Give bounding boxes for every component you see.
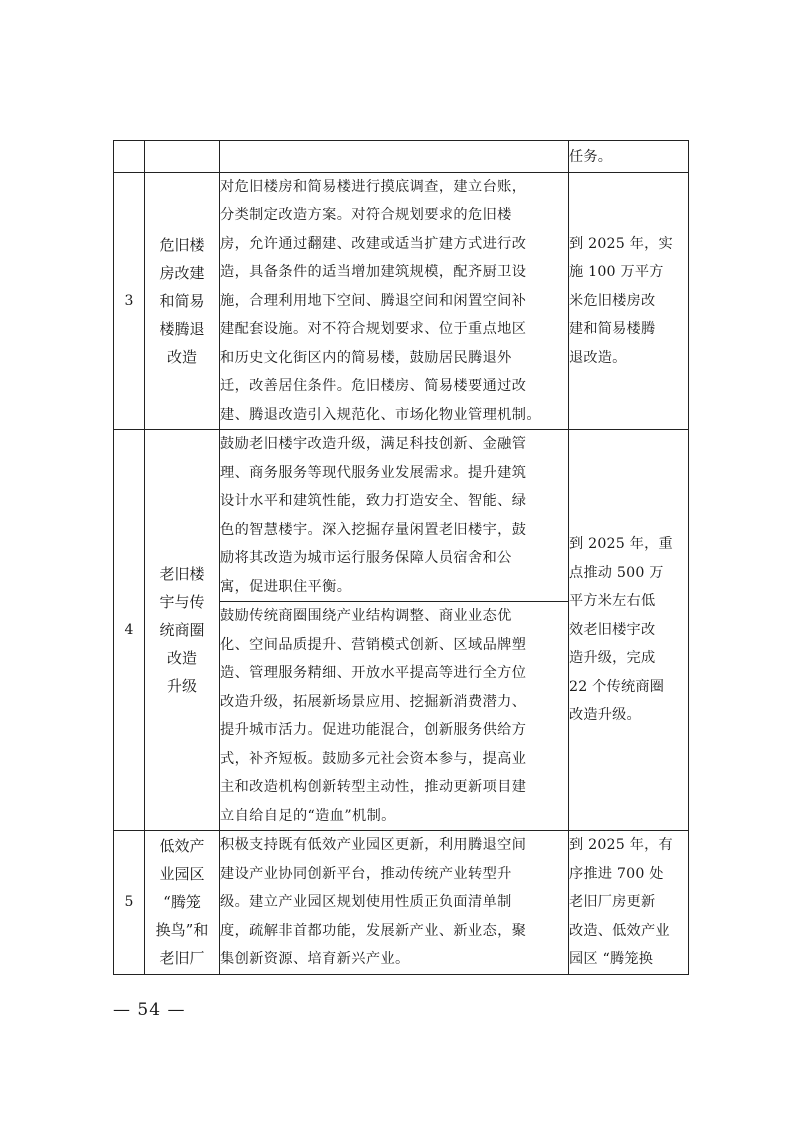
target-line: 22 个传统商圈	[569, 678, 665, 695]
target-line: 施 100 万平方	[569, 264, 664, 280]
content-line: 建、腾退改造引入规范化、市场化物业管理机制。	[220, 406, 541, 423]
table-row	[114, 430, 689, 602]
name-line: “腾笼	[163, 893, 201, 912]
content-line: 理、商务服务等现代服务业发展需求。提升建筑	[220, 464, 527, 481]
content-line: 寓，促进职住平衡。	[220, 578, 352, 595]
content-line: 励将其改造为城市运行服务保障人员宿舍和公	[220, 550, 512, 566]
content-line: 化、空间品质提升、营销模式创新、区域品牌塑	[220, 636, 527, 653]
project-target	[569, 141, 689, 173]
row-number: 4	[114, 430, 145, 831]
target-line: 序推进 700 处	[569, 865, 664, 882]
content-line: 设计水平和建筑性能，致力打造安全、智能、绿	[220, 493, 527, 509]
target-line: 米危旧楼房改	[569, 292, 656, 309]
target-line: 效老旧楼宇改	[569, 621, 656, 638]
content-line: 积极支持既有低效产业园区更新，利用腾退空间	[220, 837, 527, 853]
target-line: 老旧厂房更新	[569, 894, 656, 910]
name-line: 楼腾退	[159, 319, 205, 338]
project-target	[569, 831, 689, 975]
name-line: 改造	[166, 347, 197, 366]
content-line: 鼓励老旧楼宇改造升级，满足科技创新、金融管	[220, 436, 527, 452]
name-line: 统商圈	[159, 621, 205, 639]
content-line: 和历史文化街区内的简易楼，鼓励居民腾退外	[220, 349, 512, 366]
project-content	[220, 602, 569, 831]
name-line: 业园区	[159, 865, 205, 884]
content-line: 级。建立产业园区规划使用性质正负面清单制	[220, 894, 512, 910]
content-line: 施，合理利用地下空间、腾退空间和闲置空间补	[220, 292, 527, 309]
row-number: 3	[114, 172, 145, 430]
name-line: 危旧楼	[159, 235, 205, 254]
table-row	[114, 831, 689, 975]
content-line: 造、管理服务精细、开放水平提高等进行全方位	[220, 665, 527, 681]
project-name	[145, 831, 220, 975]
table-row	[114, 141, 689, 173]
target-line: 退改造。	[569, 349, 627, 366]
project-target	[569, 430, 689, 831]
page-number: — 54 —	[113, 1000, 186, 1020]
content-line: 式，补齐短板。鼓励多元社会资本参与，提高业	[220, 750, 527, 767]
target-line: 改造升级。	[569, 707, 641, 724]
content-line: 立自给自足的“造血”机制。	[220, 807, 396, 824]
plan-table	[113, 140, 689, 975]
name-line: 宇与传	[159, 593, 205, 611]
table-row	[114, 172, 689, 430]
target-line: 任务。	[569, 149, 613, 165]
target-line: 平方米左右低	[569, 593, 656, 610]
content-line: 分类制定改造方案。对符合规划要求的危旧楼	[220, 207, 512, 223]
content-line: 建配套设施。对不符合规划要求、位于重点地区	[220, 321, 527, 337]
content-line: 色的智慧楼宇。深入挖掘存量闲置老旧楼宇，鼓	[220, 521, 527, 538]
project-content	[220, 831, 569, 975]
content-line: 集创新资源、培育新兴产业。	[220, 951, 410, 967]
content-line: 鼓励传统商圈围绕产业结构调整、商业业态优	[220, 608, 512, 624]
content-line: 主和改造机构创新转型主动性，推动更新项目建	[220, 779, 527, 795]
target-line: 点推动 500 万	[569, 564, 664, 581]
target-line: 建和简易楼腾	[569, 321, 656, 337]
project-content	[220, 141, 569, 173]
name-line: 老旧厂	[159, 949, 205, 968]
project-content	[220, 430, 569, 602]
target-line: 园区 “腾笼换	[569, 951, 654, 967]
content-line: 房，允许通过翻建、改建或适当扩建方式进行改	[220, 235, 527, 252]
project-name	[145, 430, 220, 831]
name-line: 换鸟”和	[155, 921, 209, 940]
project-target	[569, 172, 689, 430]
name-line: 老旧楼	[159, 565, 205, 583]
row-number: 5	[114, 831, 145, 975]
project-name	[145, 172, 220, 430]
name-line: 升级	[166, 677, 197, 695]
content-line: 度，疏解非首都功能，发展新产业、新业态，聚	[220, 922, 527, 939]
name-line: 和简易	[159, 291, 205, 310]
content-line: 造，具备条件的适当增加建筑规模，配齐厨卫设	[220, 264, 527, 280]
content-line: 改造升级，拓展新场景应用、挖掘新消费潜力、	[220, 693, 527, 710]
content-line: 对危旧楼房和简易楼进行摸底调查，建立台账，	[220, 178, 527, 195]
name-line: 房改建	[159, 263, 205, 282]
project-name	[145, 141, 220, 173]
project-content	[220, 172, 569, 430]
content-line: 建设产业协同创新平台，推动传统产业转型升	[220, 865, 512, 882]
content-line: 提升城市活力。促进功能混合，创新服务供给方	[220, 722, 527, 738]
target-line: 改造、低效产业	[569, 922, 670, 939]
content-line: 迁，改善居住条件。危旧楼房、简易楼要通过改	[220, 378, 527, 394]
row-number	[114, 141, 145, 173]
target-line: 到 2025 年，实	[569, 235, 673, 252]
target-line: 造升级，完成	[569, 650, 656, 667]
name-line: 改造	[166, 649, 197, 667]
name-line: 低效产	[159, 837, 205, 856]
target-line: 到 2025 年，有	[569, 837, 673, 853]
target-line: 到 2025 年，重	[569, 536, 673, 553]
